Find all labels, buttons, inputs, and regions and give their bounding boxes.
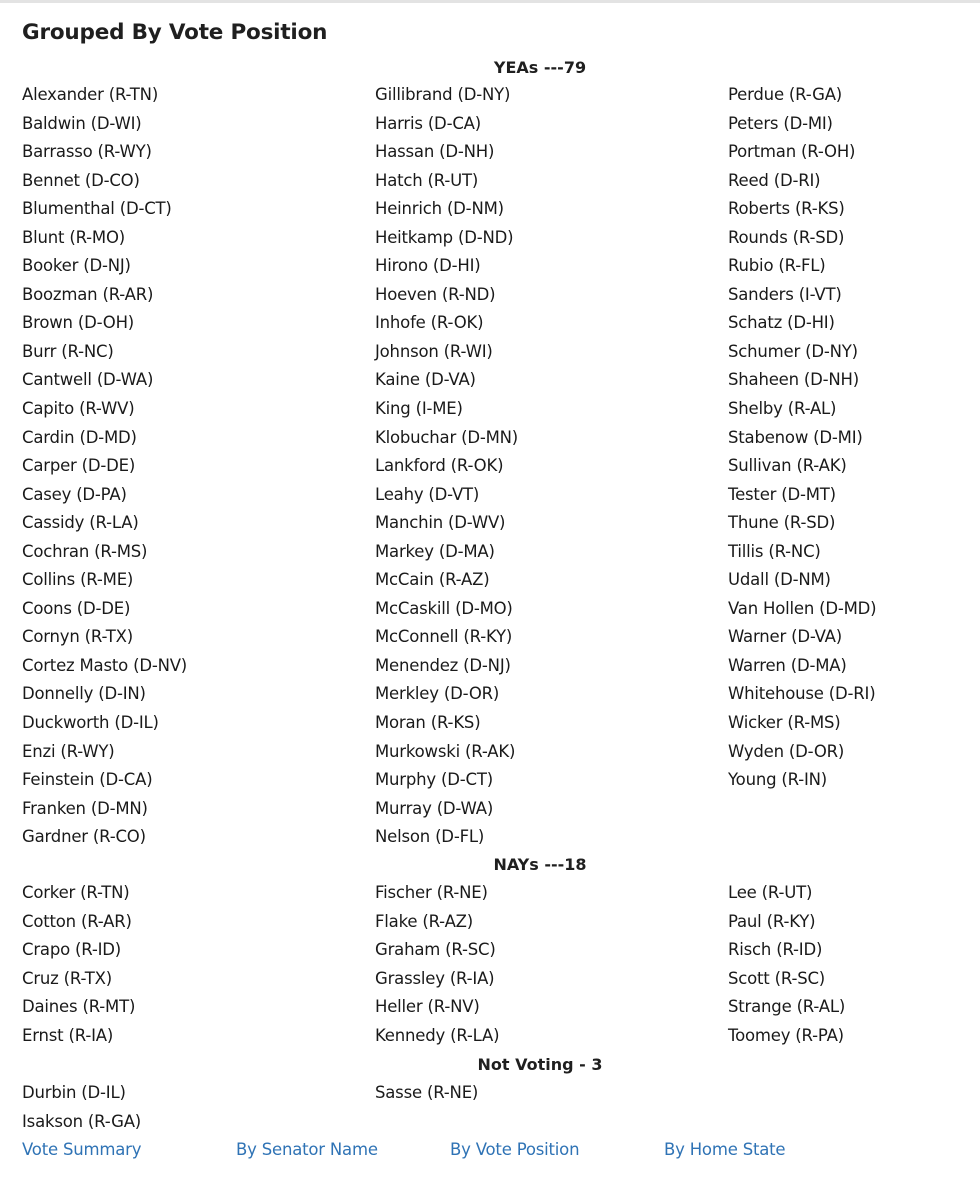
senator-name: Feinstein (D-CA) [22,770,153,790]
senator-name: Tillis (R-NC) [728,541,821,561]
senator-name: Merkley (D-OR) [375,684,500,704]
senator-name: Harris (D-CA) [375,113,481,133]
senator-name: Perdue (R-GA) [728,85,843,104]
senator-name: McConnell (R-KY) [375,627,513,647]
senator-name: Portman (R-OH) [728,142,856,162]
senator-name: Moran (R-KS) [375,713,481,733]
senator-name: Menendez (D-NJ) [375,655,511,675]
senator-name: Coons (D-DE) [22,598,131,618]
footer-nav [0,1136,980,1164]
senator-name: Crapo (R-ID) [22,940,122,960]
senator-name: Thune (R-SD) [728,513,836,533]
senator-name: Wyden (D-OR) [728,741,845,761]
nays-heading: NAYs ---18 [493,855,587,874]
senator-name: Strange (R-AL) [728,997,846,1017]
senator-name: Young (R-IN) [728,770,828,790]
senator-name: Isakson (R-GA) [22,1111,142,1131]
senator-name: Heller (R-NV) [375,997,480,1017]
top-divider [0,0,980,3]
senator-name: Blunt (R-MO) [22,227,125,247]
senator-name: Carper (D-DE) [22,456,136,476]
by-senator-name-link[interactable]: By Senator Name [236,1140,378,1159]
senator-name: Schatz (D-HI) [728,313,835,333]
senator-name: Van Hollen (D-MD) [728,598,877,618]
senator-name: Heinrich (D-NM) [375,199,504,219]
senator-name: Boozman (R-AR) [22,284,154,304]
senator-name: Hassan (D-NH) [375,142,495,162]
senator-name: Flake (R-AZ) [375,911,474,931]
senator-name: Roberts (R-KS) [728,199,845,219]
senator-name: Casey (D-PA) [22,484,127,504]
senator-name: Whitehouse (D-RI) [728,684,876,704]
nays-column-3 [728,879,845,1050]
not-voting-column-2 [375,1079,478,1108]
senator-name: Lankford (R-OK) [375,456,504,476]
senator-name: Sasse (R-NE) [375,1083,479,1102]
not-voting-column-1 [22,1079,141,1136]
senator-name: McCain (R-AZ) [375,570,490,590]
yeas-column-3 [728,81,876,795]
senator-name: Cardin (D-MD) [22,427,137,447]
senator-name: Wicker (R-MS) [728,713,841,733]
senator-name: Reed (D-RI) [728,170,821,190]
senator-name: Ernst (R-IA) [22,1025,114,1045]
senator-name: Markey (D-MA) [375,541,495,561]
senator-name: Hirono (D-HI) [375,256,481,276]
senator-name: Udall (D-NM) [728,570,831,590]
senator-name: Fischer (R-NE) [375,883,488,902]
senator-name: Cornyn (R-TX) [22,627,133,647]
senator-name: Cruz (R-TX) [22,968,112,988]
senator-name: Lee (R-UT) [728,883,813,902]
senator-name: Paul (R-KY) [728,911,816,931]
senator-name: Risch (R-ID) [728,940,823,960]
senator-name: Johnson (R-WI) [375,341,493,361]
senator-name: Durbin (D-IL) [22,1083,126,1102]
senator-name: Enzi (R-WY) [22,741,115,761]
senator-name: Rounds (R-SD) [728,227,845,247]
senator-name: Shelby (R-AL) [728,399,837,419]
not-voting-heading: Not Voting - 3 [477,1055,603,1074]
senator-name: Donnelly (D-IN) [22,684,146,704]
senator-name: Graham (R-SC) [375,940,496,960]
senator-name: Burr (R-NC) [22,341,114,361]
yeas-heading: YEAs ---79 [493,58,587,77]
senator-name: Sullivan (R-AK) [728,456,847,476]
senator-name: Duckworth (D-IL) [22,713,159,733]
senator-name: Barrasso (R-WY) [22,142,152,162]
senator-name: Hoeven (R-ND) [375,284,496,304]
senator-name: Leahy (D-VT) [375,484,480,504]
senator-name: Gillibrand (D-NY) [375,85,511,104]
senator-name: Toomey (R-PA) [728,1025,844,1045]
senator-name: Tester (D-MT) [728,484,836,504]
page-title: Grouped By Vote Position [22,20,328,45]
senator-name: Corker (R-TN) [22,883,130,902]
senator-name: Grassley (R-IA) [375,968,495,988]
yeas-column-2 [375,81,518,852]
senator-name: Peters (D-MI) [728,113,833,133]
senator-name: Cassidy (R-LA) [22,513,139,533]
senator-name: Stabenow (D-MI) [728,427,863,447]
senator-name: Brown (D-OH) [22,313,135,333]
senator-name: Inhofe (R-OK) [375,313,484,333]
senator-name: Murray (D-WA) [375,798,494,818]
senator-name: Cotton (R-AR) [22,911,132,931]
senator-name: Gardner (R-CO) [22,827,146,847]
senator-name: Blumenthal (D-CT) [22,199,172,219]
vote-summary-link[interactable]: Vote Summary [22,1140,142,1159]
senator-name: Alexander (R-TN) [22,85,159,104]
senator-name: Schumer (D-NY) [728,341,858,361]
senator-name: Rubio (R-FL) [728,256,826,276]
senator-name: Bennet (D-CO) [22,170,140,190]
by-vote-position-link[interactable]: By Vote Position [450,1140,580,1159]
senator-name: Manchin (D-WV) [375,513,506,533]
senator-name: Collins (R-ME) [22,570,134,590]
senator-name: Kennedy (R-LA) [375,1025,500,1045]
nays-column-1 [22,879,135,1050]
senator-name: Daines (R-MT) [22,997,136,1017]
senator-name: Heitkamp (D-ND) [375,227,514,247]
senator-name: McCaskill (D-MO) [375,598,513,618]
senator-name: Franken (D-MN) [22,798,148,818]
yeas-column-1 [22,81,187,852]
senator-name: Murkowski (R-AK) [375,741,516,761]
senator-name: Booker (D-NJ) [22,256,131,276]
senator-name: Hatch (R-UT) [375,170,479,190]
by-home-state-link[interactable]: By Home State [664,1140,786,1159]
senator-name: King (I-ME) [375,399,463,419]
senator-name: Murphy (D-CT) [375,770,493,790]
senator-name: Warren (D-MA) [728,655,847,675]
senator-name: Scott (R-SC) [728,968,826,988]
senator-name: Warner (D-VA) [728,627,842,647]
senator-name: Cortez Masto (D-NV) [22,655,188,675]
senator-name: Sanders (I-VT) [728,284,842,304]
senator-name: Cochran (R-MS) [22,541,148,561]
senator-name: Kaine (D-VA) [375,370,476,390]
senator-name: Baldwin (D-WI) [22,113,142,133]
senator-name: Shaheen (D-NH) [728,370,859,390]
senator-name: Nelson (D-FL) [375,827,485,847]
nays-column-2 [375,879,499,1050]
senator-name: Cantwell (D-WA) [22,370,154,390]
senator-name: Klobuchar (D-MN) [375,427,519,447]
senator-name: Capito (R-WV) [22,399,135,419]
